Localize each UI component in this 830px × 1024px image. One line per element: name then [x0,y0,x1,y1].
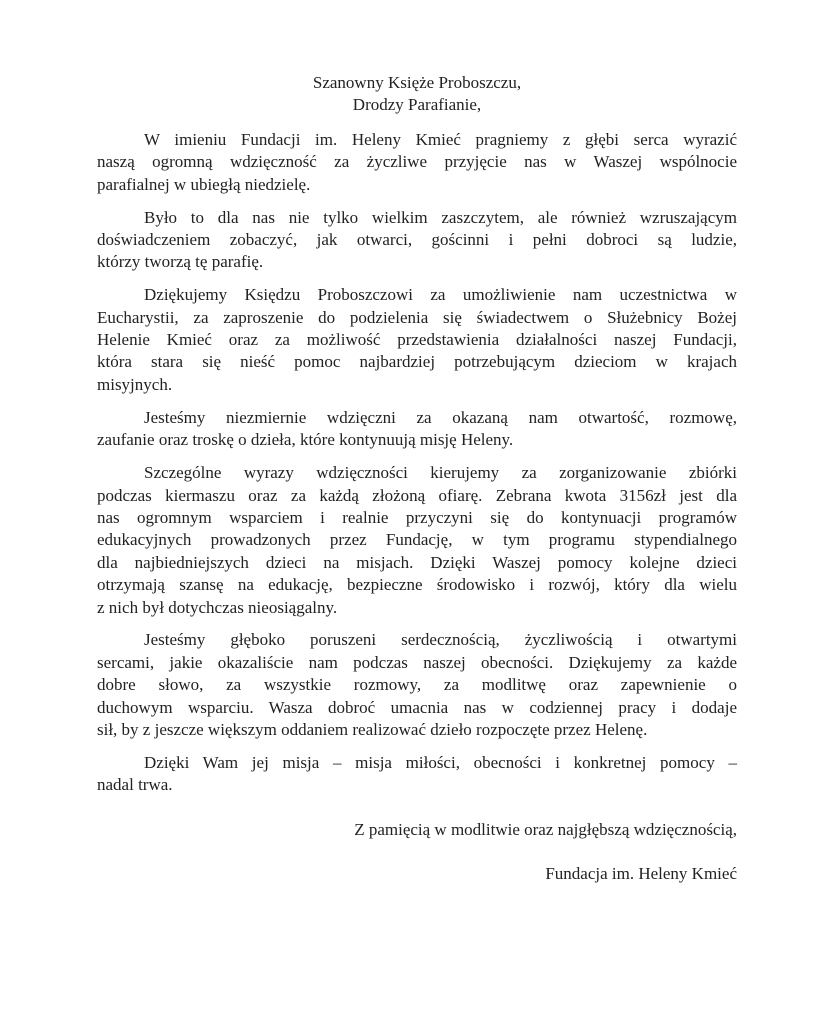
letter [97,72,737,886]
paragraph-line: dobre słowo, za wszystkie rozmowy, za modlitwę oraz zapewnienie o [97,675,737,695]
paragraph-line: Dzięki Wam jej misja – misja miłości, obecności i konkretnej pomocy – [144,752,737,772]
paragraph [97,752,737,797]
paragraph-line: sił, by z jeszcze większym oddaniem realizować dzieło rozpoczęte przez Helenę. [97,720,648,740]
paragraph [97,129,737,196]
paragraph-line: edukacyjnych prowadzonych przez Fundację, w tym programu stypendialnego [97,530,737,550]
closing-line: Z pamięcią w modlitwie oraz najgłębszą wdzięcznością, [354,819,737,839]
salutation-line: Drodzy Parafianie, [352,95,482,115]
salutation [97,72,737,117]
paragraph-line: sercami, jakie okazaliście nam podczas naszej obecności. Dziękujemy za każde [97,652,737,672]
paragraph-line: Jesteśmy niezmiernie wdzięczni za okazaną nam otwartość, rozmowę, [144,407,737,427]
paragraph-line: zaufanie oraz troskę o dzieła, które kontynuują misję Heleny. [97,430,514,450]
paragraph-line: parafialnej w ubiegłą niedzielę. [97,174,311,194]
letter-body [97,129,737,797]
paragraph-line: otrzymają szansę na edukację, bezpieczne środowisko i rozwój, który dla wielu [97,575,737,595]
paragraph-line: doświadczeniem zobaczyć, jak otwarci, gościnni i pełni dobroci są ludzie, [97,229,737,249]
paragraph [97,462,737,619]
paragraph-line: która stara się nieść pomoc najbardziej potrzebującym dzieciom w krajach [97,352,737,372]
paragraph-line: z nich był dotychczas nieosiągalny. [97,597,338,617]
paragraph-line: podczas kiermaszu oraz za każdą złożoną ofiarę. Zebrana kwota 3156zł jest dla [97,485,737,505]
paragraph-line: naszą ogromną wdzięczność za życzliwe przyjęcie nas w Waszej wspólnocie [97,152,737,172]
salutation-line: Szanowny Księże Proboszczu, [312,73,522,92]
paragraph-line: misyjnych. [97,374,173,394]
paragraph-line: nas ogromnym wsparciem i realnie przyczyni się do kontynuacji programów [97,507,737,527]
signature: Fundacja im. Heleny Kmieć [545,864,737,884]
paragraph-line: W imieniu Fundacji im. Heleny Kmieć pragniemy z głębi serca wyrazić [144,129,737,149]
paragraph-line: którzy tworzą tę parafię. [97,252,264,272]
paragraph-line: nadal trwa. [97,775,173,795]
paragraph [97,407,737,452]
paragraph-line: Było to dla nas nie tylko wielkim zaszczytem, ale również wzruszającym [144,207,737,227]
paragraph-line: Helenie Kmieć oraz za możliwość przedstawienia działalności naszej Fundacji, [97,330,737,350]
paragraph-line: Jesteśmy głęboko poruszeni serdecznością, życzliwością i otwartymi [144,630,737,650]
paragraph-line: Szczególne wyrazy wdzięczności kierujemy za zorganizowanie zbiórki [144,463,737,483]
paragraph [97,284,737,396]
paragraph [97,207,737,274]
paragraph-line: Eucharystii, za zaproszenie do podzielenia się świadectwem o Służebnicy Bożej [97,307,737,327]
paragraph-line: Dziękujemy Księdzu Proboszczowi za umożliwienie nam uczestnictwa w [144,285,737,305]
paragraph-line: duchowym wsparciu. Wasza dobroć umacnia nas w codziennej pracy i dodaje [97,697,737,717]
paragraph-line: dla najbiedniejszych dzieci na misjach. Dzięki Waszej pomocy kolejne dzieci [97,552,737,572]
paragraph [97,629,737,741]
